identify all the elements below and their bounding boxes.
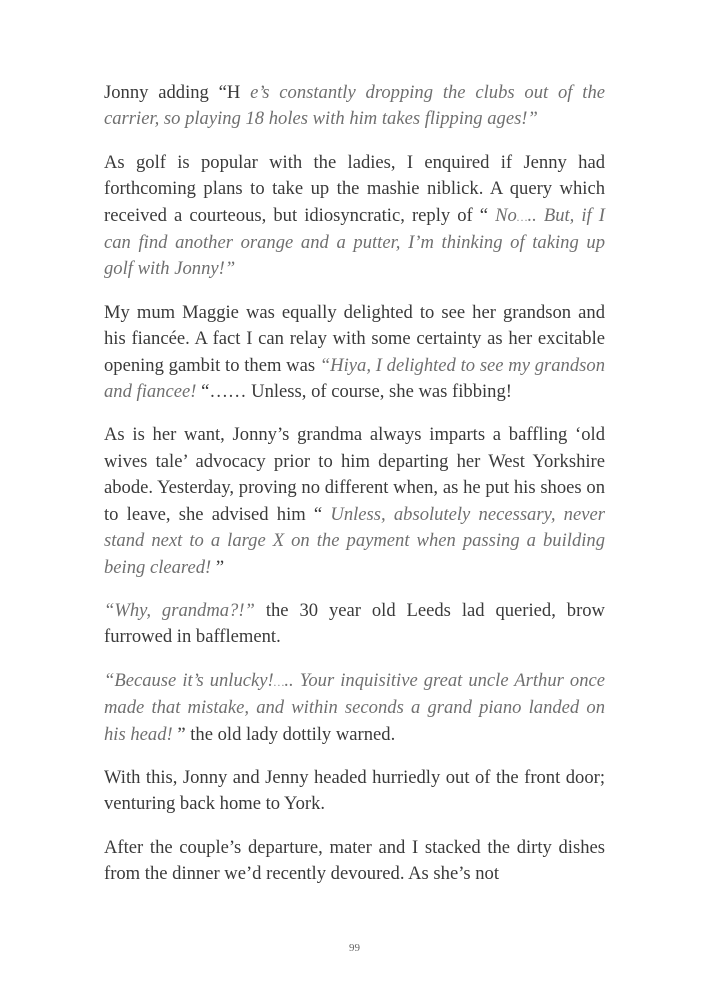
body-text xyxy=(104,80,605,905)
paragraph-8 xyxy=(104,835,605,888)
paragraph-3 xyxy=(104,300,605,406)
italic-span: .. But, if I can find another orange and a putter, I’m thinking of taking up golf with Jonny!” xyxy=(104,204,605,280)
text-span: ” the old lady dottily warned. xyxy=(177,723,396,745)
paragraph-6 xyxy=(104,668,605,748)
italic-span: “Hiya, I delighted to see my grandson and fiancee! xyxy=(104,354,605,403)
paragraph-5 xyxy=(104,598,605,651)
paragraph-4 xyxy=(104,422,605,580)
text-span: After the couple’s departure, mater and I stacked the dirty dishes from the dinner we’d recently devoured. As she’s not xyxy=(104,836,605,885)
text-span: the 30 year old Leeds lad queried, brow furrowed in bafflement. xyxy=(104,599,605,648)
page-number: 99 xyxy=(349,942,360,954)
ellipsis-span: … xyxy=(516,209,528,224)
italic-span: No xyxy=(495,204,517,226)
text-span: With this, Jonny and Jenny headed hurriedly out of the front door; venturing back home to York. xyxy=(104,766,605,815)
ellipsis-span: … xyxy=(273,674,285,689)
paragraph-7 xyxy=(104,765,605,818)
text-span: As golf is popular with the ladies, I enquired if Jenny had forthcoming plans to take up the mashie niblick. A query which received a courteous, but idiosyncratic, reply of “ xyxy=(104,151,605,226)
text-span: As is her want, Jonny’s grandma always imparts a baffling ‘old wives tale’ advocacy prior to him departing her West Yorkshire abode. Yesterday, proving no different when, as he put his shoes on to leave, she advised him “ xyxy=(104,424,605,525)
italic-span: “Why, grandma?!” xyxy=(104,599,266,621)
text-span: My mum Maggie was equally delighted to see her grandson and his fiancée. A fact I can relay with some certainty as her excitable opening gambit to them was xyxy=(104,301,605,376)
paragraph-1 xyxy=(104,80,605,133)
text-span: ” xyxy=(215,556,225,578)
text-span: Jonny adding “H xyxy=(104,82,251,103)
italic-span: “Because it’s unlucky! xyxy=(104,669,274,691)
text-span: “…… Unless, of course, she was fibbing! xyxy=(201,381,512,403)
italic-span: Unless, absolutely necessary, never stand next to a large X on the payment when passing a building being cleared! xyxy=(104,503,605,578)
paragraph-2 xyxy=(104,150,605,283)
italic-span: .. Your inquisitive great uncle Arthur once made that mistake, and within seconds a grand piano landed on his head! xyxy=(104,669,606,745)
italic-span: e’s constantly dropping the clubs out of the carrier, so playing 18 holes with him takes flipping ages!” xyxy=(104,82,605,130)
